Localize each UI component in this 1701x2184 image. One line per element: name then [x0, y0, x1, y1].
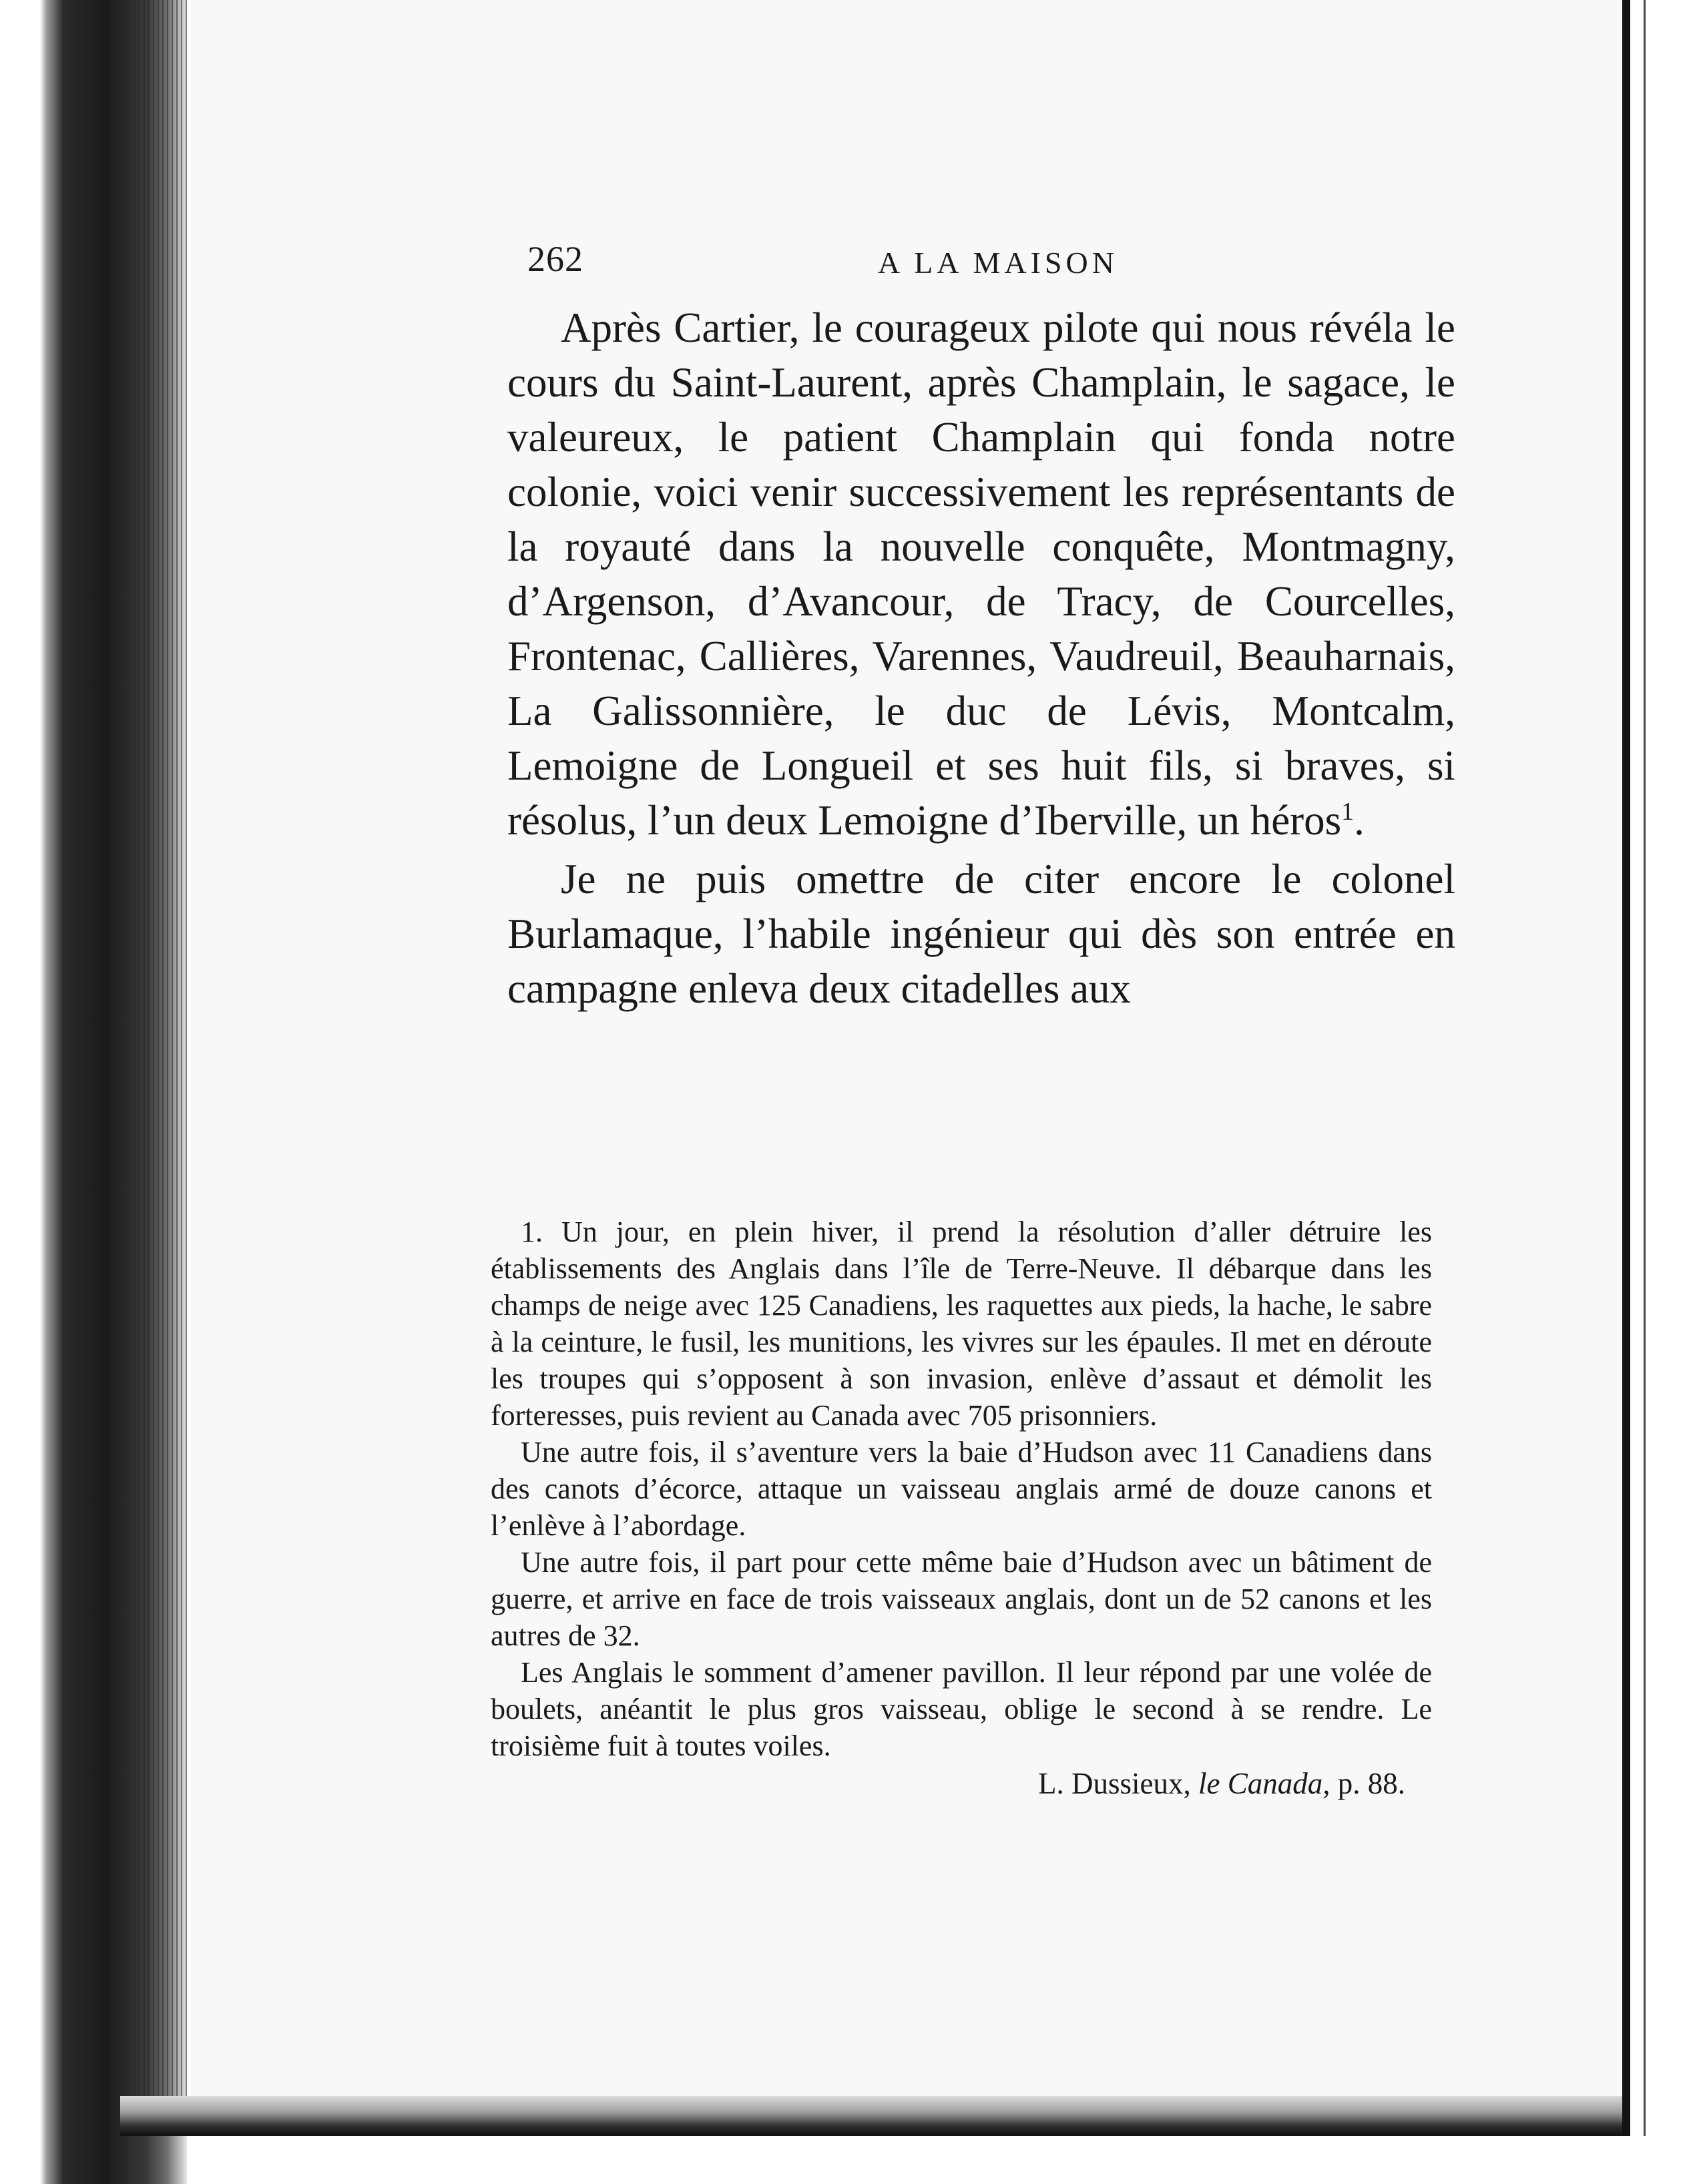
footnote-paragraph: Les Anglais le somment d’amener pavillon. Il leur répond par une volée de boulets, anéantit le plus gros vaisseau, oblige le second à se rendre. Le troisième fuit à toutes voiles. [491, 1656, 1432, 1762]
footnotes [491, 1213, 1432, 1802]
attribution-work: le Canada, [1198, 1767, 1330, 1800]
right-page-edge-line [1644, 0, 1646, 2136]
page-bottom-edge [120, 2096, 1629, 2136]
running-head [521, 230, 1455, 290]
main-text [507, 300, 1455, 1016]
paragraph-end: . [1354, 797, 1365, 844]
footnote-reference: 1 [1341, 798, 1355, 826]
attribution-page: p. 88. [1337, 1767, 1405, 1800]
footnote-paragraph: Une autre fois, il s’aventure vers la baie d’Hudson avec 11 Canadiens dans des canots d’écorce, attaque un vaisseau anglais armé de douze canons et l’enlève à l’abordage. [491, 1436, 1432, 1542]
running-title: A LA MAISON [878, 246, 1118, 280]
paragraph-text: Après Cartier, le courageux pilote qui nous révéla le cours du Saint-Laurent, après Champlain, le sagace, le valeureux, le patient Champlain qui fonda notre colonie, voici venir successivement les représentants de la royauté dans la nouvelle conquête, Montmagny, d’Argenson, d’Avancour, de Tracy, de Courcelles, Frontenac, Callières, Varennes, Vaudreuil, Beauharnais, La Galissonnière, le duc de Lévis, Montcalm, Lemoigne de Longueil et ses huit fils, si braves, si résolus, l’un deux Lemoigne d’Iberville, un héros [507, 304, 1455, 844]
footnote-paragraph: Une autre fois, il part pour cette même baie d’Hudson avec un bâtiment de guerre, et arrive en face de trois vaisseaux anglais, dont un de 52 canons et les autres de 32. [491, 1546, 1432, 1652]
page-stack-edges [120, 0, 200, 2123]
attribution-author: L. Dussieux, [1038, 1767, 1191, 1800]
footnote-attribution [491, 1765, 1432, 1802]
footnote-paragraph: 1. Un jour, en plein hiver, il prend la résolution d’aller détruire les établissements des Anglais dans l’île de Terre-Neuve. Il débarque dans les champs de neige avec 125 Canadiens, les raquettes aux pieds, la hache, le sabre à la ceinture, le fusil, les munitions, les vivres sur les épaules. Il met en déroute les troupes qui s’opposent à son invasion, enlève d’assaut et démolit les forteresses, puis revient au Canada avec 705 prisonniers. [491, 1215, 1432, 1432]
paragraph: Je ne puis omettre de citer encore le colonel Burlamaque, l’habile ingénieur qui dès son entrée en campagne enleva deux citadelles aux [507, 856, 1455, 1012]
page-number: 262 [527, 239, 583, 279]
paragraph [507, 300, 1455, 848]
right-page-edge [1622, 0, 1630, 2136]
